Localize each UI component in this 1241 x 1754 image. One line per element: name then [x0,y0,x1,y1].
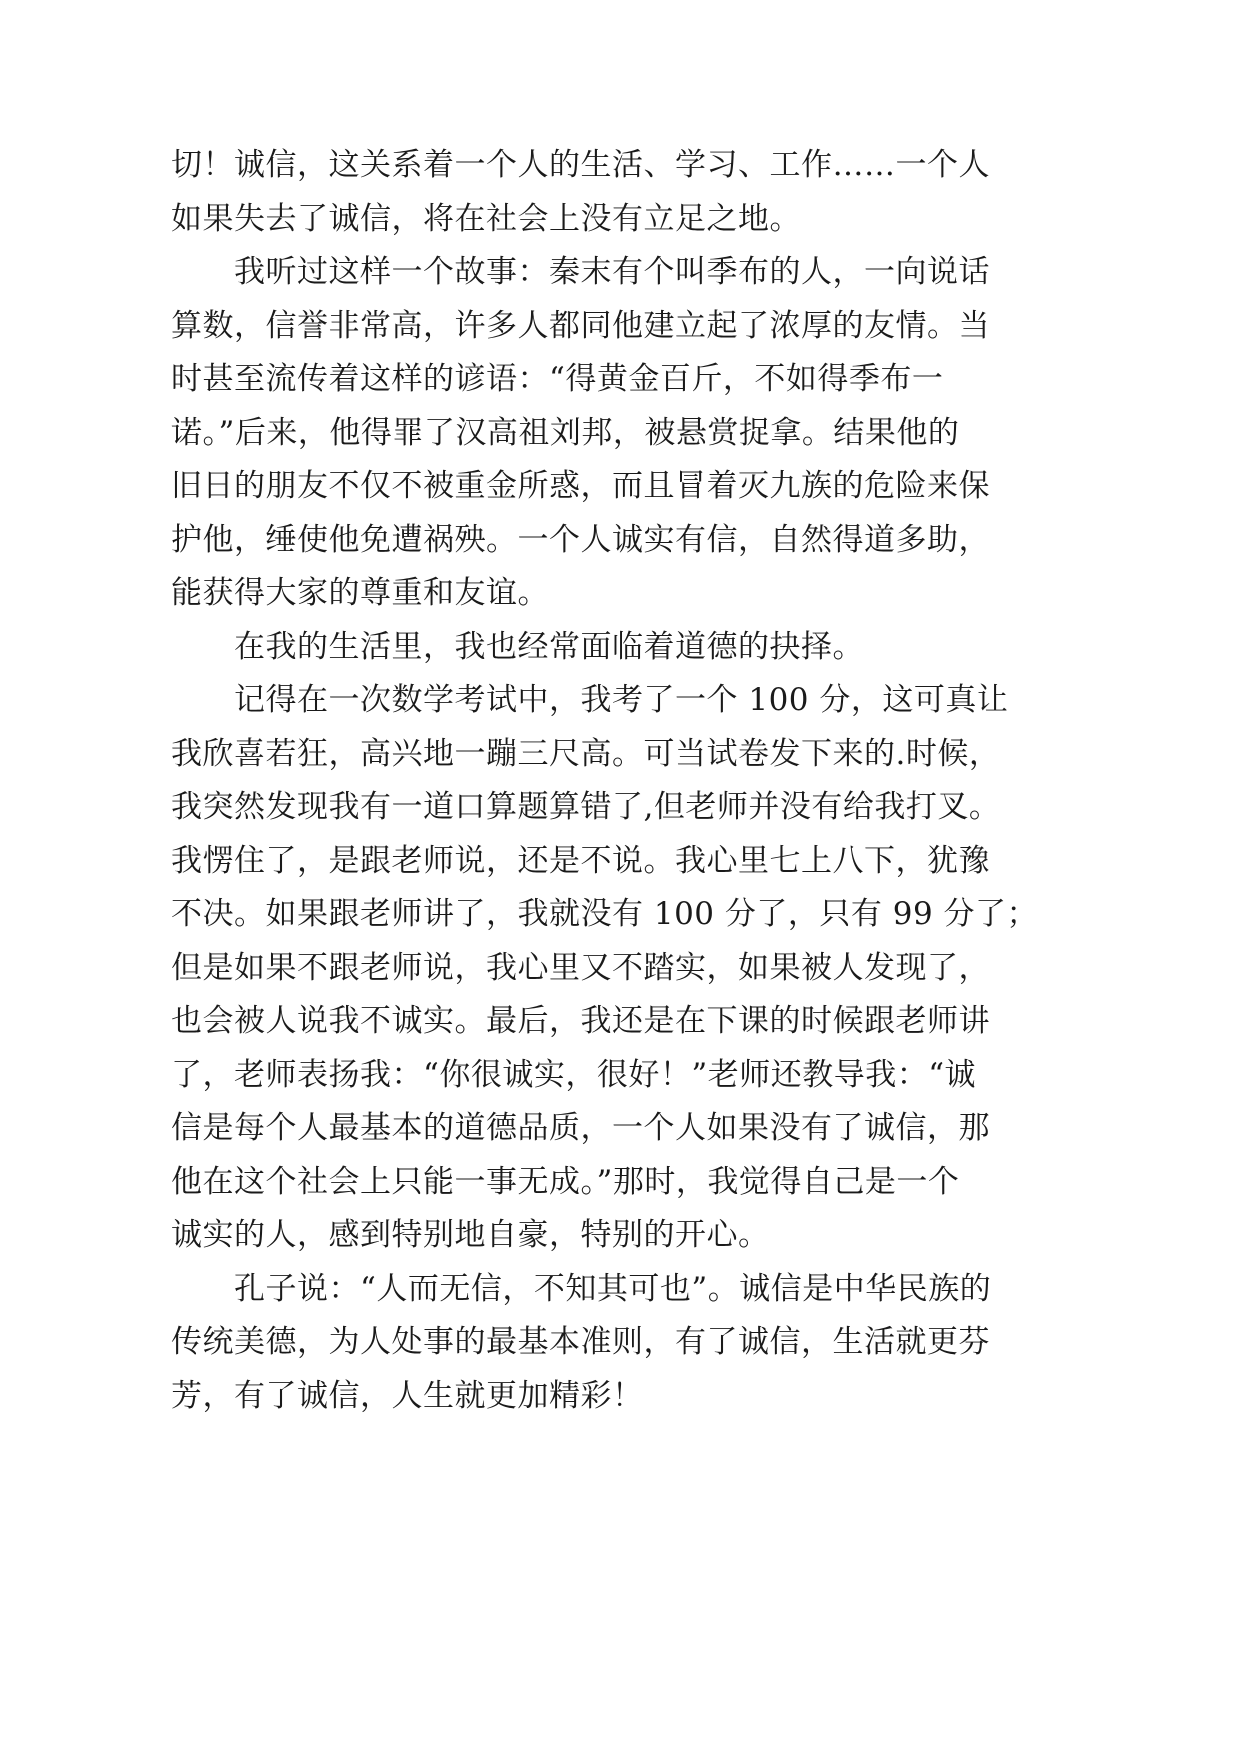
text-line: 时甚至流传着这样的谚语：“得黄金百斤，不如得季布一 [171,361,944,397]
text-line: 记得在一次数学考试中，我考了一个 100 分，这可真让 [171,682,1009,718]
text-line: 不决。如果跟老师讲了，我就没有 100 分了，只有 99 分了； [171,896,1039,932]
text-line: 能获得大家的尊重和友谊。 [171,575,549,611]
text-line: 诺。”后来，他得罪了汉高祖刘邦，被悬赏捉拿。结果他的 [171,414,960,451]
text-line: 他在这个社会上只能一事无成。”那时，我觉得自己是一个 [171,1163,960,1200]
text-line: 我听过这样一个故事：秦末有个叫季布的人，一向说话 [171,254,990,290]
text-line: 切！诚信，这关系着一个人的生活、学习、工作……一个人 [171,147,990,183]
text-line: 我突然发现我有一道口算题算错了,但老师并没有给我打叉。 [171,789,1001,825]
text-line: 我愣住了，是跟老师说，还是不说。我心里七上八下，犹豫 [171,842,990,879]
text-line: 信是每个人最基本的道德品质，一个人如果没有了诚信，那 [171,1110,990,1146]
text-line: 旧日的朋友不仅不被重金所惑，而且冒着灭九族的危险来保 [171,468,990,504]
text-line: 算数，信誉非常高，许多人都同他建立起了浓厚的友情。当 [171,307,990,344]
text-line: 护他，缍使他免遭祸殃。一个人诚实有信，自然得道多助， [171,521,990,558]
text-line: 在我的生活里，我也经常面临着道德的抉择。 [171,628,864,665]
text-line: 我欣喜若狂，高兴地一蹦三尺高。可当试卷发下来的.时候， [171,735,1001,772]
essay-body [171,139,1039,1423]
text-line: 诚实的人，感到特别地自豪，特别的开心。 [171,1217,770,1253]
text-line: 孔子说：“人而无信，不知其可也”。诚信是中华民族的 [171,1270,992,1307]
text-line: 了，老师表扬我：“你很诚实，很好！”老师还教导我：“诚 [171,1056,977,1093]
text-line: 也会被人说我不诚实。最后，我还是在下课的时候跟老师讲 [171,1003,990,1039]
text-line: 芳，有了诚信，人生就更加精彩！ [171,1377,644,1414]
text-line: 传统美德，为人处事的最基本准则，有了诚信，生活就更芬 [171,1324,990,1360]
text-line: 但是如果不跟老师说，我心里又不踏实，如果被人发现了， [171,949,990,986]
text-line: 如果失去了诚信，将在社会上没有立足之地。 [171,200,801,237]
